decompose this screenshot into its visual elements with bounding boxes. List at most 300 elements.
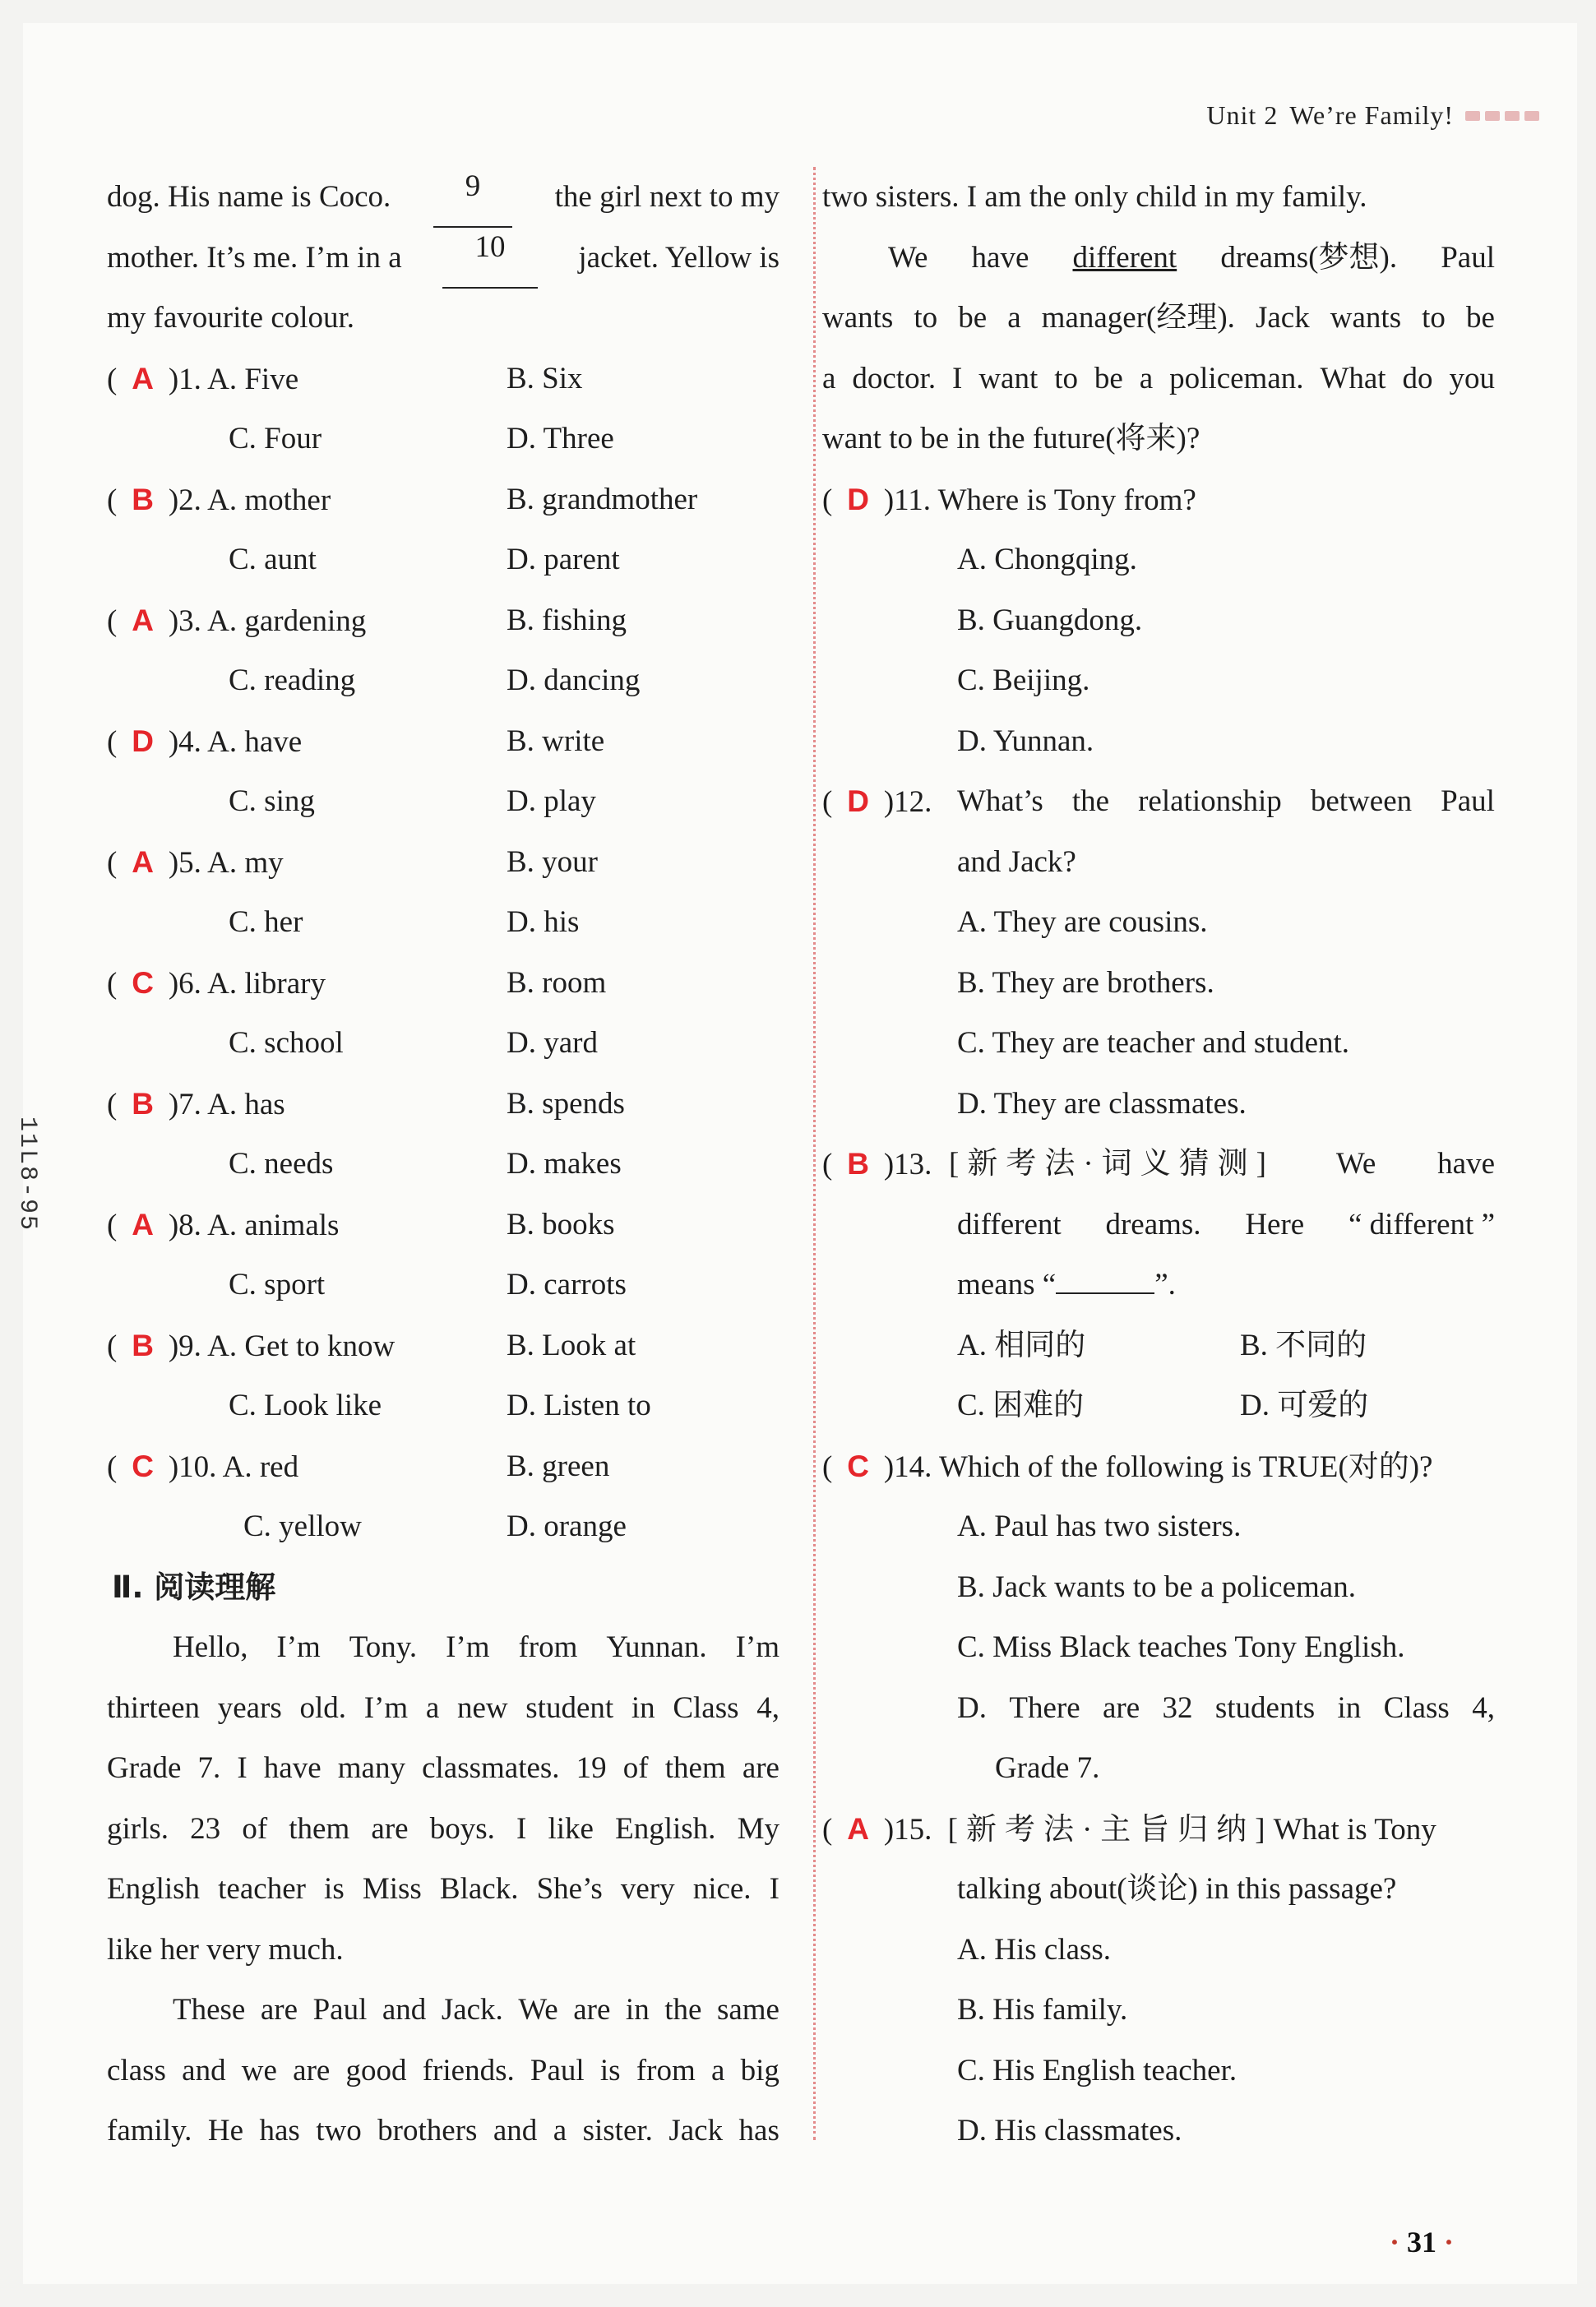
reading-line-word: big xyxy=(740,2053,779,2087)
q12-option-b xyxy=(957,953,1214,1014)
cloze-question-6 xyxy=(107,953,326,1014)
cloze-option-d xyxy=(507,409,614,469)
close-paren: )15. xyxy=(876,1812,932,1847)
q13-option-b-text: B. 不同的 xyxy=(1240,1328,1367,1362)
option-a: A. Five xyxy=(201,362,299,396)
q15-stem-cont-text: talking about(谈论) in this passage? xyxy=(957,1872,1397,1906)
column-divider xyxy=(813,167,816,2140)
open-paren: ( xyxy=(107,603,125,638)
q12-option-d xyxy=(957,1074,1247,1135)
cloze-option-d xyxy=(507,892,579,953)
answer-letter: A xyxy=(132,1207,154,1241)
answer-bracket xyxy=(107,1088,201,1121)
cloze-option-b xyxy=(507,1436,609,1497)
q13-option-b xyxy=(1240,1315,1367,1376)
reading-line-word: I xyxy=(237,1751,247,1785)
question-13 xyxy=(822,1134,1495,1195)
reading-line-word: Tony. xyxy=(349,1630,418,1664)
answer-bracket xyxy=(822,1813,932,1847)
cloze-passage-line xyxy=(107,288,354,349)
q11-option-b xyxy=(957,590,1142,651)
option-a: A. Get to know xyxy=(201,1329,396,1363)
reading-text: two sisters. I am the only child in my family. xyxy=(822,180,1367,214)
reading-line-word: girls. xyxy=(107,1811,169,1846)
option-a: A. have xyxy=(201,724,303,759)
cloze-option-d xyxy=(507,650,640,711)
option-b: B. grandmother xyxy=(507,482,698,516)
reading-line-word: to xyxy=(1422,301,1446,335)
reading-line-word: 23 xyxy=(190,1811,221,1846)
close-paren: )6. xyxy=(160,966,201,1001)
q14-option-d-word: 4, xyxy=(1472,1690,1495,1725)
q14-option-a-text: A. Paul has two sisters. xyxy=(957,1509,1242,1543)
cloze-option-b xyxy=(507,469,697,530)
option-a: A. has xyxy=(201,1087,285,1121)
option-c: C. sing xyxy=(229,784,315,818)
option-d: D. carrots xyxy=(507,1268,627,1301)
side-code: 11L8-95 xyxy=(13,1117,41,1232)
q13-stem-cont-word: different xyxy=(957,1207,1062,1241)
reading-line-word: is xyxy=(599,2053,621,2087)
reading-line-word: I xyxy=(769,1872,779,1906)
reading-line-word: from xyxy=(636,2053,696,2087)
reading-line-word: brothers xyxy=(377,2114,478,2147)
cloze-question-3 xyxy=(107,590,366,651)
reading-line-word: old. xyxy=(299,1690,346,1725)
reading-line-word: a xyxy=(822,361,836,395)
reading-line-word: from xyxy=(518,1630,578,1664)
option-d: D. Listen to xyxy=(507,1389,651,1422)
q14-option-d-word: Class xyxy=(1383,1690,1450,1725)
answer-letter: C xyxy=(132,1449,154,1483)
blank-10: 10 xyxy=(442,228,538,289)
answer-bracket xyxy=(107,1329,201,1363)
stem-word: What’s xyxy=(957,784,1043,818)
reading-line-word: to xyxy=(914,301,938,335)
reading-line-word: a xyxy=(1007,301,1021,335)
q12-option-d-text: D. They are classmates. xyxy=(957,1086,1247,1121)
reading-line-word: in xyxy=(631,1690,655,1725)
reading-line-word: My xyxy=(737,1811,779,1846)
question-15 xyxy=(822,1799,1436,1860)
open-paren: ( xyxy=(107,1208,125,1242)
cloze-option-c xyxy=(229,1013,344,1074)
reading-line-word: of xyxy=(242,1811,268,1846)
reading-line-word: and xyxy=(382,1993,427,2027)
option-c: C. reading xyxy=(229,663,356,697)
cloze-passage-line xyxy=(107,167,779,228)
reading-line-word: I xyxy=(952,361,963,395)
q14-option-d-word: 32 xyxy=(1162,1690,1193,1725)
reading-line-word: I’m xyxy=(735,1630,779,1664)
open-paren: ( xyxy=(822,785,840,819)
answer-letter: D xyxy=(132,724,154,758)
reading-line-word: of xyxy=(622,1751,649,1785)
cloze-option-c xyxy=(229,529,317,590)
option-a: A. red xyxy=(216,1449,299,1484)
reading-line-word: dreams(梦想). xyxy=(1220,240,1398,275)
open-paren: ( xyxy=(107,1087,125,1121)
question-stem xyxy=(957,771,1495,832)
answer-letter: A xyxy=(132,844,154,879)
passage-text: mother. It’s me. I’m in a xyxy=(107,240,402,275)
cloze-option-b xyxy=(507,349,583,409)
reading-line-word: are xyxy=(742,1751,779,1785)
q12-stem-cont-text: and Jack? xyxy=(957,844,1076,879)
reading-line-word: the xyxy=(664,1993,702,2027)
option-d: D. dancing xyxy=(507,663,641,697)
q11-option-d xyxy=(957,711,1094,772)
cloze-passage-line xyxy=(107,228,779,289)
option-b: B. Look at xyxy=(507,1328,636,1362)
reading-line-word: He xyxy=(207,2114,244,2147)
reading-line-word: Paul xyxy=(1441,240,1495,275)
reading-line-word: be xyxy=(958,301,988,335)
q12-option-b-text: B. They are brothers. xyxy=(957,965,1214,1000)
question-stem: Which of the following is TRUE(对的)? xyxy=(932,1449,1433,1484)
page xyxy=(13,23,1577,2284)
reading-line-word: I xyxy=(516,1811,527,1846)
cloze-option-d xyxy=(507,1013,598,1074)
reading-line-word: We xyxy=(888,240,928,275)
option-b: B. your xyxy=(507,844,598,879)
cloze-option-c xyxy=(229,892,303,953)
reading-line-word: What xyxy=(1320,361,1386,395)
answer-bracket xyxy=(107,604,201,638)
stem-word: between xyxy=(1310,784,1413,818)
q14-option-d-cont-text: Grade 7. xyxy=(995,1751,1100,1785)
reading-line-word: teacher xyxy=(218,1872,306,1906)
question-stem: Where is Tony from? xyxy=(931,483,1196,517)
q13-option-d xyxy=(1240,1375,1368,1436)
cloze-option-b xyxy=(507,1315,636,1376)
reading-line-word: policeman. xyxy=(1169,361,1304,395)
q14-option-c-text: C. Miss Black teaches Tony English. xyxy=(957,1630,1405,1664)
answer-bracket xyxy=(107,363,201,396)
reading-line-word: very xyxy=(620,1872,675,1906)
reading-line-word: Jack xyxy=(668,2114,724,2147)
q12-option-a xyxy=(957,892,1208,953)
reading-line xyxy=(173,1617,779,1678)
cloze-question-1 xyxy=(107,349,298,409)
passage-text: dog. His name is Coco. xyxy=(107,180,391,214)
option-a: A. mother xyxy=(201,483,331,517)
cloze-option-d xyxy=(507,1134,622,1195)
reading-line-word: Hello, xyxy=(173,1630,248,1664)
reading-line-word: are xyxy=(371,1811,409,1846)
reading-line xyxy=(107,1738,779,1799)
option-b: B. Six xyxy=(507,361,583,395)
close-paren: )11. xyxy=(876,483,932,517)
reading-line-word: are xyxy=(293,2053,331,2087)
q13-stem-cont xyxy=(957,1195,1495,1255)
reading-line-word: sister. xyxy=(582,2114,653,2147)
open-paren: ( xyxy=(107,362,125,396)
q14-option-d-word: in xyxy=(1337,1690,1362,1725)
answer-letter: C xyxy=(132,965,154,1000)
reading-line-word: and xyxy=(493,2114,538,2147)
close-paren: )10. xyxy=(160,1449,217,1484)
close-paren: )1. xyxy=(160,362,201,396)
question-14 xyxy=(822,1436,1432,1497)
option-c: C. Four xyxy=(229,422,322,455)
answer-bracket xyxy=(107,846,201,880)
q12-stem-cont xyxy=(957,832,1076,893)
answer-bracket xyxy=(822,785,932,819)
reading-line-word: is xyxy=(324,1872,345,1906)
stem-word: Paul xyxy=(1441,784,1495,818)
option-a: A. my xyxy=(201,845,284,880)
cloze-option-d xyxy=(507,771,596,832)
cloze-question-4 xyxy=(107,711,302,772)
reading-line-word: and xyxy=(182,2053,226,2087)
option-c: C. aunt xyxy=(229,543,317,576)
reading-line-word: be xyxy=(1465,301,1495,335)
reading-line-word: doctor. xyxy=(852,361,937,395)
cloze-option-b xyxy=(507,1195,615,1255)
reading-line-word: many xyxy=(337,1751,405,1785)
passage-text: the girl next to my xyxy=(554,180,779,214)
reading-line-word: same xyxy=(716,1993,779,2027)
reading-line-word: I’m xyxy=(446,1630,490,1664)
open-paren: ( xyxy=(107,1329,125,1363)
q15-option-b xyxy=(957,1980,1127,2041)
reading-line-word: Jack. xyxy=(441,1993,503,2027)
q14-option-d-word: are xyxy=(1102,1690,1140,1725)
option-b: B. room xyxy=(507,965,607,1000)
cloze-option-c xyxy=(229,771,315,832)
q14-option-d xyxy=(957,1678,1495,1739)
q13-stem-cont-word: Here xyxy=(1245,1207,1305,1241)
q14-option-d-word: students xyxy=(1214,1690,1316,1725)
reading-text: want to be in the future(将来)? xyxy=(822,422,1200,455)
option-a: A. gardening xyxy=(201,603,367,638)
cloze-option-c xyxy=(229,1255,325,1315)
q11-option-c-text: C. Beijing. xyxy=(957,663,1090,697)
answer-letter: B xyxy=(132,1086,154,1121)
option-c: C. sport xyxy=(229,1268,326,1301)
stem-word: relationship xyxy=(1138,784,1282,818)
answer-letter: A xyxy=(132,361,154,395)
option-b: B. books xyxy=(507,1207,615,1241)
reading-line xyxy=(107,1678,779,1739)
header-decoration xyxy=(1465,111,1539,121)
cloze-option-d xyxy=(507,529,620,590)
cloze-option-d xyxy=(507,1496,627,1557)
open-paren: ( xyxy=(107,966,125,1001)
reading-line-word: has xyxy=(738,2114,779,2147)
reading-line-word: Miss xyxy=(362,1872,422,1906)
reading-line-word: manager(经理). xyxy=(1041,301,1235,335)
reading-line xyxy=(822,288,1495,349)
q15-option-a-text: A. His class. xyxy=(957,1932,1112,1967)
cloze-option-b xyxy=(507,711,604,772)
q13-option-c xyxy=(957,1375,1084,1436)
close-paren: )14. xyxy=(876,1449,932,1484)
unit-title: We’re Family! xyxy=(1289,100,1454,130)
reading-line-word: have xyxy=(263,1751,322,1785)
unit-label: Unit 2 xyxy=(1206,100,1279,130)
cloze-option-d xyxy=(507,1375,651,1436)
new-test-tag: [新考法·词义猜测] xyxy=(949,1147,1274,1181)
reading-line-word: Paul xyxy=(312,1993,368,2027)
reading-line-word: years xyxy=(217,1690,282,1725)
q13-option-d-text: D. 可爱的 xyxy=(1240,1389,1369,1422)
reading-line-word: do xyxy=(1402,361,1433,395)
option-d: D. makes xyxy=(507,1147,622,1181)
q15-option-c-text: C. His English teacher. xyxy=(957,2053,1237,2087)
q11-option-d-text: D. Yunnan. xyxy=(957,724,1094,758)
reading-line-word: wants xyxy=(1330,301,1402,335)
cloze-question-10 xyxy=(107,1436,298,1497)
close-paren: )8. xyxy=(160,1208,201,1242)
reading-line-word: a xyxy=(553,2114,567,2147)
reading-line-word: has xyxy=(259,2114,300,2147)
cloze-option-b xyxy=(507,1074,625,1135)
answer-letter: C xyxy=(847,1449,869,1483)
open-paren: ( xyxy=(822,1148,840,1181)
reading-line-word: Jack xyxy=(1255,301,1310,335)
reading-text: like her very much. xyxy=(107,1932,344,1967)
running-header xyxy=(1206,100,1539,131)
q15-option-c xyxy=(957,2041,1237,2101)
q11-option-c xyxy=(957,650,1089,711)
reading-line-word: in xyxy=(625,1993,650,2027)
option-b: B. write xyxy=(507,724,605,758)
reading-line-word: Class xyxy=(673,1690,739,1725)
close-paren: )13. xyxy=(876,1148,932,1181)
option-d: D. parent xyxy=(507,543,620,576)
q11-option-a xyxy=(957,529,1137,590)
reading-line-word: 19 xyxy=(576,1751,607,1785)
close-paren: )5. xyxy=(160,845,201,880)
option-b: B. fishing xyxy=(507,603,627,637)
reading-line-word: classmates. xyxy=(422,1751,560,1785)
reading-line-word: we xyxy=(241,2053,277,2087)
open-paren: ( xyxy=(107,845,125,880)
q15-option-d-text: D. His classmates. xyxy=(957,2114,1182,2147)
answer-bracket xyxy=(107,967,201,1001)
reading-line xyxy=(107,1920,344,1981)
cloze-option-b xyxy=(507,832,598,893)
reading-line-word: nice. xyxy=(692,1872,752,1906)
q13-stem-cont-word: “ different ” xyxy=(1348,1207,1495,1241)
option-c: C. needs xyxy=(229,1147,334,1181)
reading-line-word: She’s xyxy=(536,1872,603,1906)
option-c: C. her xyxy=(229,905,303,939)
cloze-option-c xyxy=(229,409,322,469)
option-c: C. yellow xyxy=(243,1509,362,1543)
open-paren: ( xyxy=(822,1449,840,1484)
reading-line xyxy=(107,1859,779,1920)
reading-line-word: thirteen xyxy=(107,1690,201,1725)
open-paren: ( xyxy=(822,483,840,517)
answer-blank xyxy=(1056,1268,1154,1294)
option-c: C. Look like xyxy=(229,1389,382,1422)
passage-text: my favourite colour. xyxy=(107,301,355,335)
answer-bracket xyxy=(822,483,931,517)
reading-line-word: different xyxy=(1072,240,1177,275)
reading-line-word: want xyxy=(978,361,1039,395)
option-d: D. yard xyxy=(507,1026,598,1060)
q14-option-b-text: B. Jack wants to be a policeman. xyxy=(957,1570,1356,1604)
reading-line-word: These xyxy=(173,1993,246,2027)
close-paren: )3. xyxy=(160,603,201,638)
section-title-text: Ⅱ. 阅读理解 xyxy=(112,1569,276,1605)
q14-option-b xyxy=(957,1557,1356,1618)
reading-line-word: English. xyxy=(615,1811,716,1846)
stem-text: ”. xyxy=(1154,1268,1176,1301)
reading-line xyxy=(822,349,1495,409)
q15-option-b-text: B. His family. xyxy=(957,1993,1128,2027)
reading-line-word: a xyxy=(425,1690,440,1725)
reading-line-word: to xyxy=(1054,361,1078,395)
q14-option-d-word: There xyxy=(1009,1690,1080,1725)
reading-line-word: I’m xyxy=(276,1630,321,1664)
reading-line-word: Grade xyxy=(107,1751,182,1785)
reading-line-word: class xyxy=(107,2053,166,2087)
option-c: C. school xyxy=(229,1026,344,1060)
reading-line xyxy=(107,2041,779,2101)
option-d: D. Three xyxy=(507,422,614,455)
q14-option-d-cont xyxy=(995,1738,1099,1799)
page-number: · 31 · xyxy=(1389,2226,1454,2258)
cloze-option-c xyxy=(229,1375,382,1436)
q15-stem-cont xyxy=(957,1859,1396,1920)
cloze-option-b xyxy=(507,953,606,1014)
close-paren: )7. xyxy=(160,1087,201,1121)
answer-letter: B xyxy=(132,1328,154,1362)
option-b: B. green xyxy=(507,1449,610,1483)
answer-letter: B xyxy=(132,482,154,516)
reading-line xyxy=(173,1980,779,2041)
open-paren: ( xyxy=(107,483,125,517)
option-d: D. orange xyxy=(507,1509,627,1543)
reading-line xyxy=(107,2101,779,2161)
q11-option-b-text: B. Guangdong. xyxy=(957,603,1143,637)
close-paren: )12. xyxy=(876,785,932,819)
reading-line-word: I’m xyxy=(363,1690,409,1725)
open-paren: ( xyxy=(107,724,125,759)
reading-line xyxy=(822,167,1367,228)
stem-word: We xyxy=(1335,1147,1376,1181)
cloze-question-5 xyxy=(107,832,284,893)
q14-option-a xyxy=(957,1496,1241,1557)
reading-line-word: good xyxy=(345,2053,407,2087)
question-11 xyxy=(822,469,1196,530)
reading-line-word: friends. xyxy=(422,2053,515,2087)
question-stem xyxy=(949,1134,1495,1195)
reading-line-word: be xyxy=(1094,361,1123,395)
cloze-question-2 xyxy=(107,469,331,530)
cloze-question-7 xyxy=(107,1074,285,1135)
reading-line-word: 4, xyxy=(756,1690,779,1725)
blank-9: 9 xyxy=(433,167,512,228)
reading-line-word: new xyxy=(456,1690,508,1725)
reading-line-word: them xyxy=(289,1811,350,1846)
q13-option-c-text: C. 困难的 xyxy=(957,1389,1085,1422)
close-paren: )9. xyxy=(160,1329,201,1363)
option-b: B. spends xyxy=(507,1086,625,1121)
section-title xyxy=(112,1557,275,1618)
answer-bracket xyxy=(822,1450,932,1484)
open-paren: ( xyxy=(822,1812,840,1847)
q12-option-c-text: C. They are teacher and student. xyxy=(957,1026,1350,1060)
q12-option-c xyxy=(957,1013,1349,1074)
reading-line-word: them xyxy=(664,1751,726,1785)
cloze-option-b xyxy=(507,590,627,651)
cloze-option-c xyxy=(229,650,355,711)
